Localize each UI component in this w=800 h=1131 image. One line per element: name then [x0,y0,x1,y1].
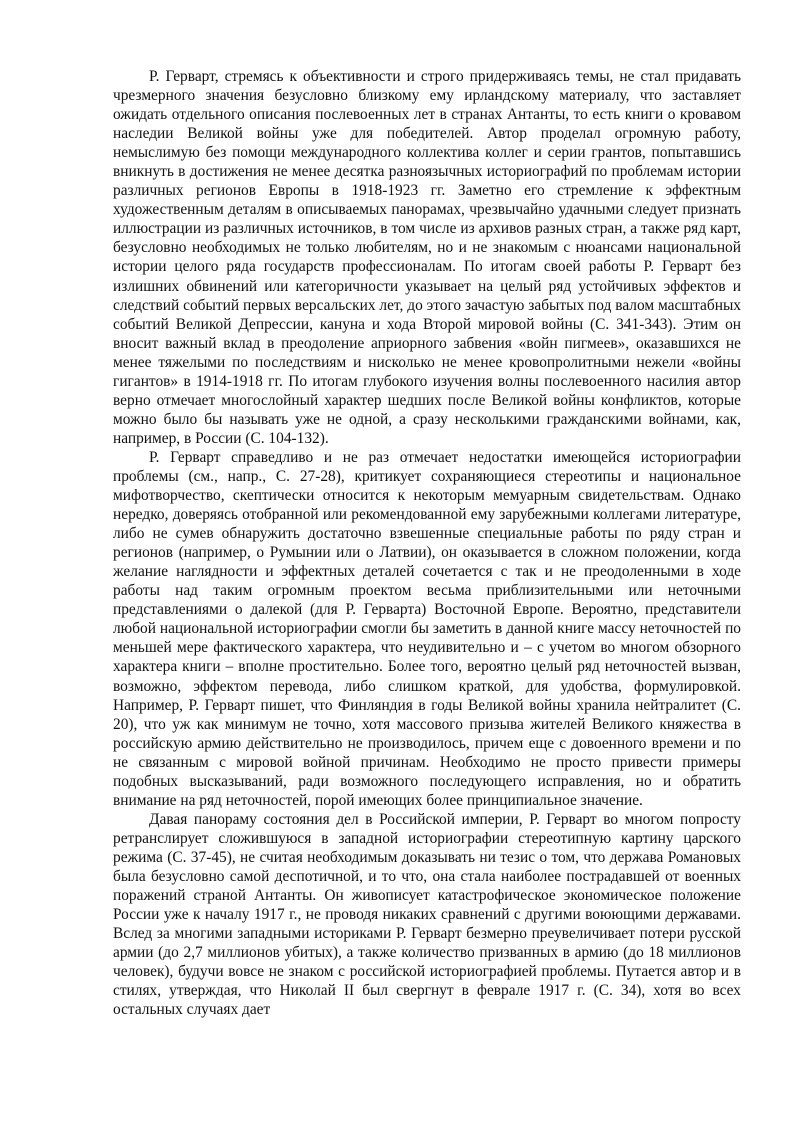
paragraph-2: Р. Герварт справедливо и не раз отмечает недостатки имеющейся историографии проблемы (см., напр., С. 27-28), критикует сохраняющиеся стереотипы и национальное мифотворчество, скептически относится к некоторым мемуарным свидетельствам. Однако нередко, доверяясь отобранной или рекомендованной ему зарубежными коллегами литературе, либо не сумев обнаружить достаточно взвешенные специальные работы по ряду стран и регионов (например, о Румынии или о Латвии), он оказывается в сложном положении, когда желание наглядности и эффектных деталей сочетается с так и не преодоленными в ходе работы над таким огромным проектом весьма приблизительными или неточными представлениями о далекой (для Р. Герварта) Восточной Европе. Вероятно, представители любой национальной историографии смогли бы заметить в данной книге массу неточностей по меньшей мере фактического характера, что неудивительно и – с учетом во многом обзорного характера книги – вполне простительно. Более того, вероятно целый ряд неточностей вызван, возможно, эффектом перевода, либо слишком краткой, для удобства, формулировкой. Например, Р. Герварт пишет, что Финляндия в годы Великой войны хранила нейтралитет (С. 20), что уж как минимум не точно, хотя массового призыва жителей Великого княжества в российскую армию действительно не производилось, причем еще с довоенного времени и по не связанным с мировой войной причинам. Необходимо не просто привести примеры подобных высказываний, ради возможного последующего исправления, но и обратить внимание на ряд неточностей, порой имеющих более принципиальное значение. [113,448,741,809]
paragraph-3: Давая панораму состояния дел в Российской империи, Р. Герварт во многом попросту ретранслирует сложившуюся в западной историографии стереотипную картину царского режима (С. 37-45), не считая необходимым доказывать ни тезис о том, что держава Романовых была безусловно самой деспотичной, и то что, она стала наиболее пострадавшей от военных поражений страной Антанты. Он живописует катастрофическое экономическое положение России уже к началу 1917 г., не проводя никаких сравнений с другими воюющими державами. Вслед за многими западными историками Р. Герварт безмерно преувеличивает потери русской армии (до 2,7 миллионов убитых), а также количество призванных в армию (до 18 миллионов человек), будучи вовсе не знаком с российской историографией проблемы. Путается автор и в стилях, утверждая, что Николай II был свергнут в феврале 1917 г. (С. 34), хотя во всех остальных случаях дает [113,810,741,1019]
document-page [113,67,741,1019]
paragraph-1: Р. Герварт, стремясь к объективности и строго придерживаясь темы, не стал придавать чрезмерного значения безусловно близкому ему ирландскому материалу, что заставляет ожидать отдельного описания послевоенных лет в странах Антанты, то есть книги о кровавом наследии Великой войны уже для победителей. Автор проделал огромную работу, немыслимую без помощи международного коллектива коллег и серии грантов, попытавшись вникнуть в достижения не менее десятка разноязычных историографий по проблемам истории различных регионов Европы в 1918-1923 гг. Заметно его стремление к эффектным художественным деталям в описываемых панорамах, чрезвычайно удачными следует признать иллюстрации из различных источников, в том числе из архивов разных стран, а также ряд карт, безусловно необходимых не только любителям, но и не знакомым с нюансами национальной истории целого ряда государств профессионалам. По итогам своей работы Р. Герварт без излишних обвинений или категоричности указывает на целый ряд устойчивых эффектов и следствий событий первых версальских лет, до этого зачастую забытых под валом масштабных событий Великой Депрессии, кануна и хода Второй мировой войны (С. 341-343). Этим он вносит важный вклад в преодоление априорного забвения «войн пигмеев», оказавшихся не менее тяжелыми по последствиям и нисколько не менее кровопролитными нежели «войны гигантов» в 1914-1918 гг. По итогам глубокого изучения волны послевоенного насилия автор верно отмечает многослойный характер шедших после Великой войны конфликтов, которые можно было бы называть уже не одной, а сразу несколькими гражданскими войнами, как, например, в России (С. 104-132). [113,68,741,447]
